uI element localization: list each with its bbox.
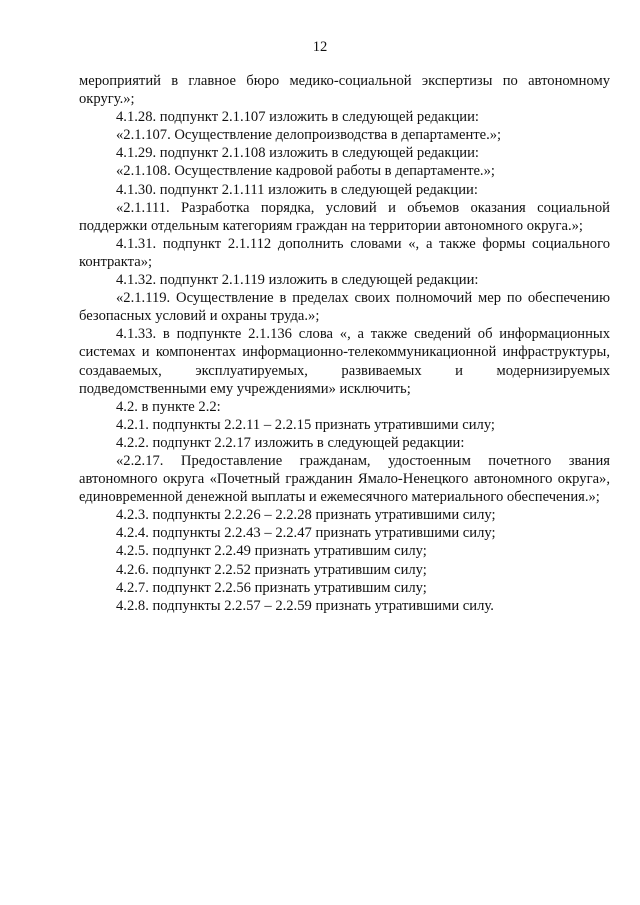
paragraph-4-1-28: 4.1.28. подпункт 2.1.107 изложить в следующей редакции: xyxy=(116,109,479,126)
paragraph-4-1-29: 4.1.29. подпункт 2.1.108 изложить в следующей редакции: xyxy=(116,145,479,162)
paragraph-4-2-3: 4.2.3. подпункты 2.2.26 – 2.2.28 признать утратившими силу; xyxy=(116,507,496,524)
paragraph-quote-2-1-107: «2.1.107. Осуществление делопроизводства в департаменте.»; xyxy=(116,127,502,144)
paragraph-4-1-31: 4.1.31. подпункт 2.1.112 дополнить словами «, а также формы социального контракта»; xyxy=(79,235,610,270)
paragraph-4-2-4: 4.2.4. подпункты 2.2.43 – 2.2.47 признать утратившими силу; xyxy=(116,525,496,542)
document-body xyxy=(79,72,610,615)
paragraph-quote-2-1-108: «2.1.108. Осуществление кадровой работы в департаменте.»; xyxy=(116,163,495,180)
paragraph-quote-2-2-17: «2.2.17. Предоставление гражданам, удостоенным почетного звания автономного округа «Почетный гражданин Ямало-Ненецкого автономного округа», единовременной денежной выплаты и ежемесячного материального обеспечения.»; xyxy=(79,452,610,506)
paragraph-4-2-5: 4.2.5. подпункт 2.2.49 признать утратившим силу; xyxy=(116,543,427,560)
paragraph-4-2: 4.2. в пункте 2.2: xyxy=(116,398,221,415)
paragraph-4-2-6: 4.2.6. подпункт 2.2.52 признать утратившим силу; xyxy=(116,561,427,578)
paragraph-4-1-30: 4.1.30. подпункт 2.1.111 изложить в следующей редакции: xyxy=(116,181,478,198)
page-number: 12 xyxy=(312,39,328,55)
paragraph-4-1-32: 4.1.32. подпункт 2.1.119 изложить в следующей редакции: xyxy=(116,272,479,289)
paragraph-4-1-33: 4.1.33. в подпункте 2.1.136 слова «, а также сведений об информационных системах и компонентах информационно-телекоммуникационной инфраструктуры, создаваемых, эксплуатируемых, развиваемых и модернизируемых подведомственными ему учреждениями» исключить; xyxy=(79,326,610,397)
paragraph-4-2-2: 4.2.2. подпункт 2.2.17 изложить в следующей редакции: xyxy=(116,434,465,451)
paragraph-4-2-7: 4.2.7. подпункт 2.2.56 признать утратившим силу; xyxy=(116,579,427,596)
paragraph-4-2-8: 4.2.8. подпункты 2.2.57 – 2.2.59 признать утратившими силу. xyxy=(116,597,494,614)
paragraph-4-2-1: 4.2.1. подпункты 2.2.11 – 2.2.15 признать утратившими силу; xyxy=(116,416,495,433)
paragraph-continuation: мероприятий в главное бюро медико-социальной экспертизы по автономному округу.»; xyxy=(79,73,610,108)
paragraph-quote-2-1-111: «2.1.111. Разработка порядка, условий и объемов оказания социальной поддержки отдельным категориям граждан на территории автономного округа.»; xyxy=(79,199,610,234)
paragraph-quote-2-1-119: «2.1.119. Осуществление в пределах своих полномочий мер по обеспечению безопасных условий и охраны труда.»; xyxy=(79,290,610,325)
